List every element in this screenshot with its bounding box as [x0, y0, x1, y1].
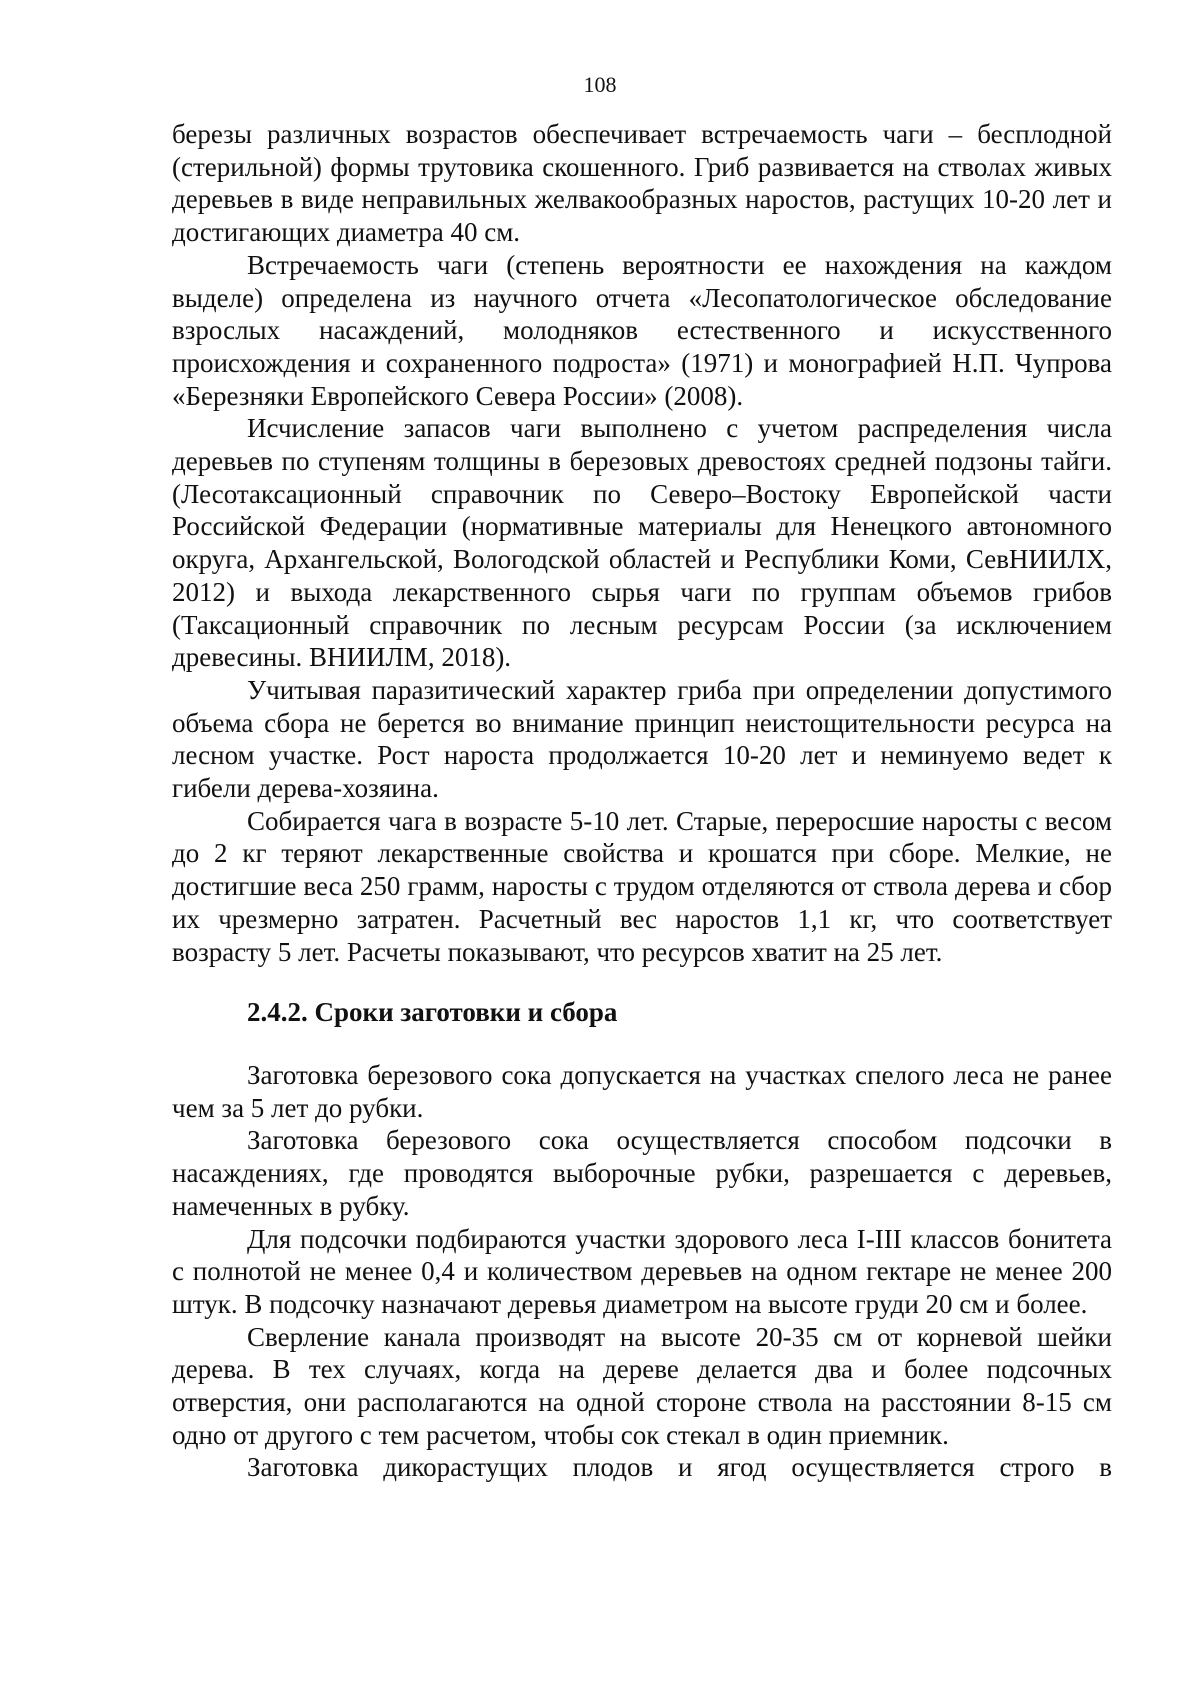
paragraph-parasitic-nature: Учитывая паразитический характер гриба при определении допустимого объема сбора не берется во внимание принцип неистощительности ресурса на лесном участке. Рост нароста продолжается 10-20 лет и неминуемо ведет к гибели дерева-хозяина. — [172, 674, 1112, 804]
paragraph-continuation: березы различных возрастов обеспечивает встречаемость чаги – бесплодной (стерильной) формы трутовика скошенного. Гриб развивается на стволах живых деревьев в виде неправильных желвакообразных наростов, растущих 10-20 лет и достигающих диаметра 40 см. — [172, 119, 1112, 248]
paragraph-drilling: Сверление канала производят на высоте 20-35 см от корневой шейки дерева. В тех случаях, когда на дереве делается два и более подсочных отверстия, они располагаются на одной стороне ствола на расстоянии 8-15 см одно от другого с тем расчетом, чтобы сок стекал в один приемник. — [172, 1321, 1112, 1450]
paragraph-collection-age: Собирается чага в возрасте 5-10 лет. Старые, переросшие наросты с весом до 2 кг теряют лекарственные свойства и крошатся при сборе. Мелкие, не достигшие веса 250 грамм, наросты с трудом отделяются от ствола дерева и сбор их чрезмерно затратен. Расчетный вес наростов 1,1 кг, что соответствует возрасту 5 лет. Расчеты показывают, что ресурсов хватит на 25 лет. — [172, 805, 1112, 967]
paragraph-birch-sap-timing: Заготовка березового сока допускается на участках спелого леса не ранее чем за 5 лет до рубки. — [172, 1059, 1112, 1123]
paragraph-chaga-reserves: Исчисление запасов чаги выполнено с учетом распределения числа деревьев по ступеням толщины в березовых древостоях средней подзоны тайги. (Лесотаксационный справочник по Северо–Востоку Европейской части Российской Федерации (нормативные материалы для Ненецкого автономного округа, Архангельской, Вологодской областей и Республики Коми, СевНИИЛХ, 2012) и выхода лекарственного сырья чаги по группам объемов грибов (Таксационный справочник по лесным ресурсам России (за исключением древесины. ВНИИЛМ, 2018). — [172, 413, 1112, 673]
page-number: 108 — [583, 72, 617, 97]
paragraph-chaga-occurrence: Встречаемость чаги (степень вероятности ее нахождения на каждом выделе) определена из научного отчета «Лесопатологическое обследование взрослых насаждений, молодняков естественного и искусственного происхождения и сохраненного подроста» (1971) и монографией Н.П. Чупрова «Березняки Европейского Севера России» (2008). — [172, 249, 1112, 411]
section-heading: 2.4.2. Сроки заготовки и сбора — [247, 997, 618, 1028]
paragraph-tapping-sites: Для подсочки подбираются участки здорового леса I-III классов бонитета с полнотой не менее 0,4 и количеством деревьев на одном гектаре не менее 200 штук. В подсочку назначают деревья диаметром на высоте груди 20 см и более. — [172, 1223, 1112, 1319]
paragraph-birch-sap-method: Заготовка березового сока осуществляется способом подсочки в насаждениях, где проводятся выборочные рубки, разрешается с деревьев, намеченных в рубку. — [172, 1125, 1112, 1221]
page-body — [172, 118, 1112, 1484]
paragraph-berries-start: Заготовка дикорастущих плодов и ягод осуществляется строго в — [247, 1452, 1112, 1483]
